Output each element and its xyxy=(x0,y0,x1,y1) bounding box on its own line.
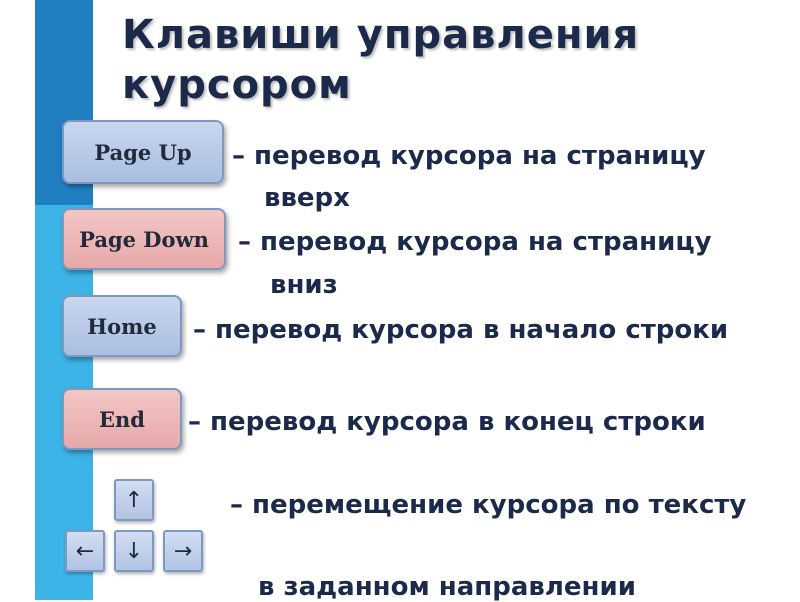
arrow-right-key xyxy=(163,530,203,572)
home-key-label: Home xyxy=(87,313,157,339)
title-line-1: Клавиши управления xyxy=(122,12,640,58)
home-key xyxy=(62,295,182,357)
arrow-right-icon: → xyxy=(173,538,193,564)
page-down-key xyxy=(62,208,226,270)
page-up-desc-line1: – перевод курсора на страницу xyxy=(232,141,706,171)
arrow-up-key xyxy=(114,479,154,521)
end-desc: – перевод курсора в конец строки xyxy=(188,407,706,437)
arrow-left-icon: ← xyxy=(75,538,95,564)
end-key xyxy=(62,388,182,450)
arrow-left-key xyxy=(65,530,105,572)
arrow-down-key xyxy=(114,530,154,572)
arrows-desc-line2: в заданном направлении xyxy=(258,572,636,602)
arrow-up-icon: ↑ xyxy=(124,487,144,513)
arrow-down-icon: ↓ xyxy=(124,538,144,564)
page-down-key-label: Page Down xyxy=(79,226,209,252)
page-up-desc-line2: вверх xyxy=(264,183,350,213)
page-down-desc-line2: вниз xyxy=(270,270,338,300)
page-up-key-label: Page Up xyxy=(94,139,192,165)
page-down-desc-line1: – перевод курсора на страницу xyxy=(238,227,712,257)
slide-title xyxy=(122,10,762,110)
home-desc: – перевод курсора в начало строки xyxy=(193,315,729,345)
end-key-label: End xyxy=(99,406,145,432)
arrows-desc-line1: – перемещение курсора по тексту xyxy=(230,490,747,520)
title-line-2: курсором xyxy=(122,62,352,108)
page-up-key xyxy=(62,120,224,184)
